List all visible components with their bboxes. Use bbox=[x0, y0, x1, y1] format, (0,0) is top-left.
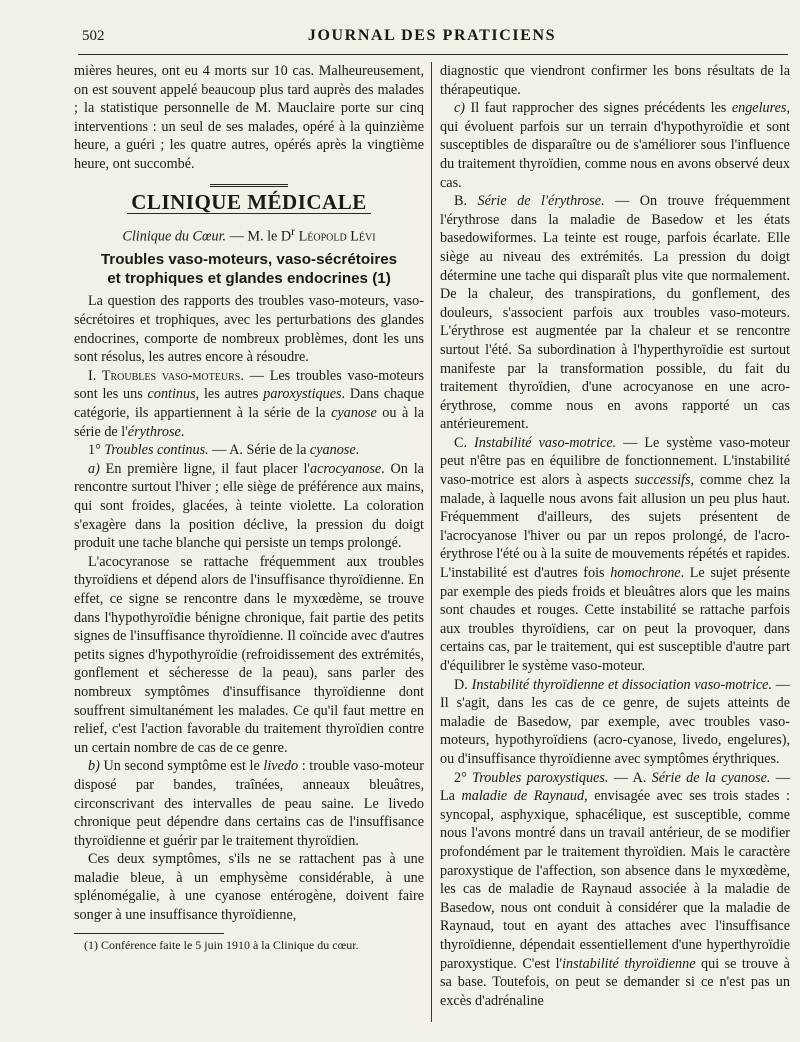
italic-term: acrocyanose bbox=[309, 460, 382, 477]
italic-term: instabilité thyroïdienne bbox=[562, 955, 696, 972]
text-run: , envisagée avec ses trois stades : syncopal, asphyxique, sphacélique, est susceptible, comme nous l'avons montré dans un travail antérieur, de se modifier profondément par le traitement thyroïdien. Mais le caractère paroxystique de l'affection, son absence dans le myxœdème, les cas de maladie de Raynaud associée à la maladie de Basedow, nous ont conduit à considérer que la maladie de Raynaud, tout en ayant des attaches avec l'insuffisance thyroïdienne, dépendait essentiellement d'une hyperthyroïdie paroxystique. C'est l' bbox=[440, 788, 790, 972]
acrocyanose-paragraph bbox=[74, 460, 424, 553]
question-paragraph: La question des rapports des troubles vaso-moteurs, vaso-sécrétoires et trophiques, avec les perturbations des glandes endocrines, comporte de nombreux problèmes, dont les uns sont résolus, les autres encore à résoudre. bbox=[74, 293, 424, 366]
italic-term: Troubles continus. bbox=[104, 442, 209, 459]
intro-paragraph: mières heures, ont eu 4 morts sur 10 cas. Malheureusement, on est souvent appelé beaucoup plus tard auprès des malades ; la statistique personnelle de M. Mauclaire porte sur cinq interventions : un seul de ses malades, opéré à la quinzième heure, a guéri ; les quatre autres, opérés après la vingtième heure, ont succombé. bbox=[74, 63, 424, 172]
italic-term: homochrone bbox=[610, 565, 681, 582]
item-label: b) bbox=[88, 758, 100, 775]
italic-term: engelures bbox=[731, 100, 787, 117]
item-label: a) bbox=[88, 460, 100, 477]
text-run: : trouble vaso-moteur disposé par bandes, traînées, anneaux bleuâtres, circonscrivant des intervalles de peau saine. Le livedo chronique peut dépendre dans certains cas de l'insuffisance thyroïdienne et guérir par le traitement thyroïdien. bbox=[74, 758, 424, 849]
symptoms-paragraph: Ces deux symptômes, s'ils ne se rattachent pas à une maladie bleue, à un emphysème considérable, à une splénomégalie, à une cyanose entérogène, doivent faire songer à une insuffisance thyroïdienne, bbox=[74, 851, 424, 924]
header-rule bbox=[78, 54, 788, 55]
text-run: , qui évoluent parfois sur un terrain d'hypothyroïdie et sont susceptibles de disparaître ou de s'améliorer sous l'influence du traitement thyroïdien, comme nous en avons observé deux cas. bbox=[440, 100, 790, 191]
acocyanose-paragraph: L'acocyranose se rattache fréquemment aux troubles thyroïdiens et dépend alors de l'insuffisance thyroïdienne. En effet, ce signe se rencontre dans le myxœdème, se trouve dans l'hypothyroïdie bénigne chronique, fait partie des petits signes de l'insuffisance thyroïdienne. Il coïncide avec d'autres petits signes d'hypothyroïdie (refroidissement des extrémités, gonflement et sécheresse de la peau), sans parler des nombreux symptômes d'insuffisance thyroïdienne dont souffrent simultanément les malades. Ce qu'il faut mettre en relief, c'est l'action favorable du traitement thyroïdien contre un certain nombre de cas de ce genre. bbox=[74, 553, 424, 756]
italic-term: Instabilité vaso-motrice. bbox=[474, 434, 617, 451]
article-byline bbox=[74, 222, 424, 246]
text-run: — On trouve fréquemment l'érythrose dans la maladie de Basedow et les états basedowiformes. La teinte est rouge, parfois écarlate. Elle siège au niveau des extrémités. La pression du doigt détermine une tache qui disparaît plus vite que normalement. De la chaleur, des transpirations, du gonflement, des douleurs, s'associent parfois aux troubles vaso-moteurs. L'érythrose est augmentée par la chaleur et se rencontre surtout l'été. Sa subordination à l'hyperthyroïdie est surtout manifeste par la transformation possible, du fait du traitement thyroïdien, d'une acrocyanose en une acro-érythrose, comme nous en avons rapporté un cas antérieurement. bbox=[440, 193, 790, 433]
italic-term: Troubles paroxystiques. bbox=[472, 769, 609, 786]
page-number: 502 bbox=[82, 28, 105, 44]
text-run: 1° bbox=[88, 442, 105, 459]
right-column bbox=[440, 62, 790, 1042]
livedo-paragraph bbox=[74, 757, 424, 850]
text-run: ou à la série de l' bbox=[74, 405, 424, 440]
italic-term: Série de la cyanose. bbox=[651, 769, 771, 786]
italic-term: paroxystiques bbox=[263, 386, 342, 403]
text-run: — La bbox=[440, 769, 790, 805]
text-run: — A. bbox=[608, 769, 652, 786]
byline-sup: r bbox=[291, 224, 296, 239]
italic-term: cyanose bbox=[331, 405, 377, 422]
ornament-rule bbox=[210, 184, 288, 187]
section-heading: CLINIQUE MÉDICALE bbox=[127, 193, 370, 215]
text-run: , comme chez la malade, à laquelle nous avons fait allusion un peu plus haut. Fréquemment d'ailleurs, des sujets présentent de l'acrocyanose l'hiver ou par un repos prolongé, de l'acro-érythrose l'été ou à la suite de mouvements répétés et rapides. L'instabilité est d'autres fois bbox=[440, 472, 790, 582]
footnote: (1) Conférence faite le 5 juin 1910 à la Clinique du cœur. bbox=[84, 937, 359, 952]
article-title-line-1: Troubles vaso-moteurs, vaso-sécrétoires bbox=[100, 251, 398, 269]
item-label: c) bbox=[454, 100, 466, 117]
italic-term: Instabilité thyroïdienne et dissociation vaso-motrice. bbox=[471, 676, 772, 693]
italic-term: cyanose bbox=[309, 442, 356, 459]
subheading-continus bbox=[74, 441, 424, 460]
italic-term: érythrose bbox=[127, 423, 181, 440]
journal-title: JOURNAL DES PRATICIENS bbox=[307, 27, 557, 44]
text-run: . Dans chaque catégorie, ils appartiennent à la série de la bbox=[74, 386, 424, 422]
byline-author: Léopold Lévi bbox=[298, 228, 376, 245]
paroxysmal-paragraph bbox=[440, 769, 790, 1011]
text-run: Un second symptôme est le bbox=[99, 758, 264, 775]
footnote-rule bbox=[74, 933, 224, 934]
left-column bbox=[74, 62, 424, 1032]
italic-term: Série de l'érythrose. bbox=[477, 193, 605, 210]
text-run: 2° bbox=[454, 769, 473, 786]
text-run: — Le système vaso-moteur peut n'être pas en équilibre de fonctionnement. L'instabilité vaso-motrice est alors à aspects bbox=[440, 434, 790, 489]
article-title-line-2: et trophiques et glandes endocrines (1) bbox=[107, 270, 391, 288]
text-run: En première ligne, il faut placer l' bbox=[99, 460, 310, 477]
text-run: C. bbox=[454, 434, 475, 451]
text-run: Il faut rapprocher des signes précédents les bbox=[465, 100, 732, 117]
text-run: . bbox=[180, 423, 185, 440]
text-run: . On la rencontre surtout l'hiver ; elle siège de préférence aux mains, qui sont froides, glacées, à teinte violette. La coloration s'exagère dans la position déclive, la pression du doigt produit une tache blanche qui persiste un temps prolongé. bbox=[74, 460, 424, 552]
italic-term: continus bbox=[147, 386, 196, 403]
italic-term: maladie de Raynaud bbox=[461, 788, 585, 805]
text-run: D. bbox=[454, 676, 472, 693]
italic-term: successifs bbox=[634, 472, 691, 489]
vasomotor-paragraph bbox=[74, 367, 424, 441]
text-run: . Le sujet présente par exemple des pieds froids et bleuâtres alors que les mains sont chaudes et rouges. Cette instabilité se rattache parfois aux troubles thyroïdiens, car on peut la provoquer, dans certains cas, par le traitement, qui est susceptible d'autre part d'équilibrer le système vaso-moteur. bbox=[440, 565, 790, 674]
page-header bbox=[82, 24, 782, 50]
byline-rubric: Clinique du Cœur. bbox=[122, 228, 227, 245]
text-run: B. bbox=[454, 193, 478, 210]
article-title bbox=[74, 250, 424, 288]
text-run: , les autres bbox=[195, 386, 264, 403]
text-run: — Les troubles vaso-moteurs sont les uns bbox=[74, 367, 424, 403]
erythrose-paragraph bbox=[440, 192, 790, 434]
text-run: — A. Série de la bbox=[208, 442, 310, 459]
right-intro-paragraph: diagnostic que viendront confirmer les bons résultats de la thérapeutique. bbox=[440, 63, 790, 98]
italic-term: livedo bbox=[263, 758, 299, 775]
text-run: — Il s'agit, dans les cas de ce genre, de sujets atteints de maladie de Basedow, par exemple, avec troubles vaso-moteurs, hypothyroïdiens (acro-cyanose, livedo, engelures), ou d'insuffisance thyroïdienne avec symptômes érythriques. bbox=[440, 676, 790, 767]
text-run: . bbox=[355, 442, 360, 459]
byline-separator: — M. le D bbox=[226, 228, 292, 245]
section-heading-block bbox=[74, 184, 424, 215]
text-run: qui se trouve à sa base. Toutefois, on peut se demander si ce n'est pas un excès d'adrénaline bbox=[440, 955, 790, 1009]
column-divider bbox=[431, 62, 432, 1022]
subsection-label: I. Troubles vaso-moteurs. bbox=[88, 367, 244, 384]
instability-paragraph bbox=[440, 434, 790, 676]
dissociation-paragraph bbox=[440, 676, 790, 769]
engelures-paragraph bbox=[440, 99, 790, 192]
